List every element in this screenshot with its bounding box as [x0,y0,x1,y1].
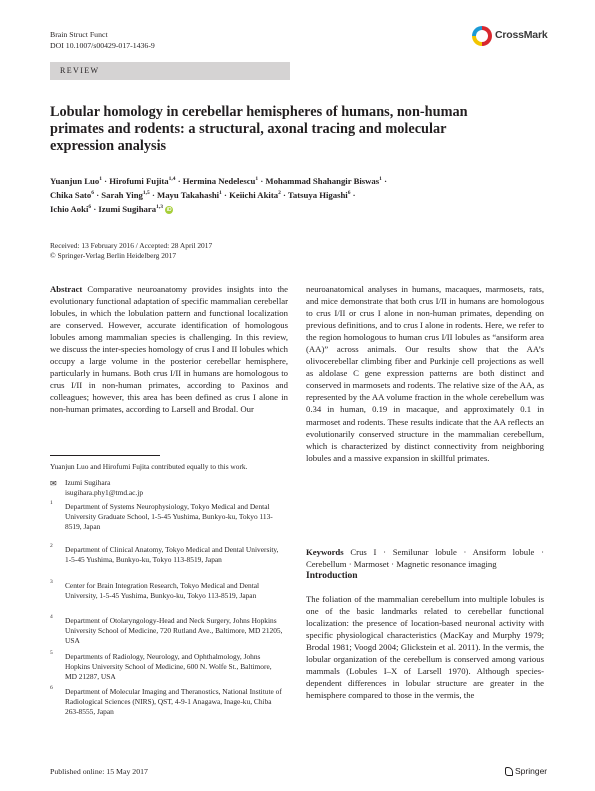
affiliation-number: 3 [50,579,53,585]
springer-horse-icon [505,767,513,776]
affiliation-text: Department of Molecular Imaging and Theranostics, National Institute of Radiological Sciences (NIRS), QST, 4-9-1 Anagawa, Inage-ku, Chiba 263-8555, Japan [65,687,282,716]
journal-name: Brain Struct Funct [50,30,108,39]
doi[interactable]: DOI 10.1007/s00429-017-1436-9 [50,40,155,50]
author-name: Chika Sato [50,189,92,200]
article-title: Lobular homology in cerebellar hemispheres of humans, non-human primates and rodents: a structural, axonal tracing and molecular expression analysis [50,104,468,154]
affiliation-number: 2 [50,543,53,549]
keywords-text: Crus I · Semilunar lobule · Ansiform lobule · Cerebellum · Marmoset · Magnetic resonance imaging [306,547,544,570]
author-name: Tatsuya Higashi [287,189,348,200]
author-affiliation-sup: 1,3 [156,203,163,210]
affiliation-text: Department of Systems Neurophysiology, Tokyo Medical and Dental University Graduate School, 1-5-45 Yushima, Bunkyo-ku, Tokyo 113-8519, Japan [65,502,273,531]
author-affiliation-sup: 1,5 [142,189,150,196]
author-name: Izumi Sugihara [98,203,157,214]
crossmark-icon [472,26,492,46]
affiliation-number: 4 [50,614,53,620]
published-date: Published online: 15 May 2017 [50,767,148,776]
author-affiliation-sup: 1 [255,176,259,182]
author-name: Hermina Nedelescu [182,175,256,186]
contribution-note: Yuanjun Luo and Hirofumi Fujita contributed equally to this work. [50,462,248,471]
author-affiliation-sup: 1 [99,176,102,182]
author-name: Yuanjun Luo [50,175,100,186]
section-label: REVIEW [60,66,100,75]
affiliation-text: Department of Otolaryngology-Head and Neck Surgery, Johns Hopkins University School of Medicine, 720 Rutland Ave., Baltimore, MD 21205, USA [65,616,283,645]
abstract-text-left: Comparative neuroanatomy provides insights into the evolutionary functional adaptation of specific mammalian cerebellar lobules, in which the lobulation pattern and functional localization are conserved. However, accurate identification of homologous lobules among mammalian species is challenging. In this review, we discuss the inter-species homology of crus I and II lobules which occupy a large volume in the posterior cerebellar hemisphere, particularly in humans. Both crus I/II in humans are homologous to crus I/II in non-human primates, according to Paxinos and colleagues; however, this area has been defined as crus I alone in non-human primates, according to Larsell and Brodal. Our [50,284,289,415]
abstract-right: neuroanatomical analyses in humans, macaques, marmosets, rats, and mice demonstrate that both crus I/II in humans are homologous to crus I/II or crus I alone in non-human primates, depending on previous definitions, and to crus I alone in rodents. Here, we refer to the region homologous to human crus I/II lobules as “ansiform area (AA)” across animals. Our results show that the AA’s olivocerebellar climbing fiber and Purkinje cell projections as well as aldolase C gene expression patterns are both distinct and conserved in marmosets and rodents. The relative size of the AA, as represented by the AA volume fraction in the whole cerebellum was 0.34 in human, 0.19 in macaque, and approximately 0.1 in marmoset and rodents. These results indicate that the AA reflects an evolutionarily conserved structure in the mammalian cerebellum, which is characterized by distinct connectivity from neighboring lobules and a massive expansion in skillful primates. [306,284,544,463]
affiliation-number: 5 [50,650,53,656]
author-name: Mayu Takahashi [157,189,220,200]
author-list [50,173,450,215]
author-affiliation-sup: 1 [219,189,222,196]
author-line-3: Ichio Aoki$^6$ · Izumi Sugihara$^{1,3}$ iD [50,203,172,214]
author-name: Mohammad Shahangir Biswas [265,175,380,186]
author-affiliation-sup: 6 [88,203,92,210]
affiliation-number: 6 [50,685,53,691]
footnote-divider [50,455,160,456]
introduction-heading: Introduction [306,571,358,581]
crossmark-badge[interactable] [472,26,552,48]
corresponding-email[interactable]: isugihara.phy1@tmd.ac.jp [65,488,144,497]
copyright: © Springer-Verlag Berlin Heidelberg 2017 [50,251,177,260]
author-name: Hirofumi Fujita [109,175,169,186]
author-line-1: Yuanjun Luo$^1$ · Hirofumi Fujita$^{1,4}$ · Hermina Nedelescu$^1$ · Mohammad Shahangir Biswas$^1$ · [50,175,387,186]
affiliation-text: Center for Brain Integration Research, Tokyo Medical and Dental University, 1-5-45 Yushima, Bunkyo-ku, Tokyo 113-8519, Japan [65,581,260,600]
author-name: Sarah Ying [101,189,143,200]
author-affiliation-sup: 2 [278,189,281,196]
keywords-label: Keywords [306,547,344,557]
affiliation-number: 1 [50,500,53,506]
author-affiliation-sup: 6 [91,189,95,196]
introduction-text: The foliation of the mammalian cerebellum into multiple lobules is one of the basic landmarks related to cerebellar functional localization: the presence of location-based neuronal activity with specific physiological characteristics (MacKay and Murphy 1979; Brodal 1981; Voogd 2004; Glickstein et al. 2011). In the vermis, the lobular organization of the cerebellum is conserved among various mammals (Lobules I–X of Larsell 1970). Although species-dependent differences in lobular structure are greater in the hemisphere compared to those in the vermis, the [306,594,544,701]
article-dates [50,241,350,261]
abstract-left [50,283,288,416]
affiliation-text: Department of Clinical Anatomy, Tokyo Medical and Dental University, 1-5-45 Yushima, Bunkyo-ku, Tokyo 113-8519, Japan [65,545,279,564]
abstract-label: Abstract [50,284,83,294]
affiliation-text: Departments of Radiology, Neurology, and Ophthalmology, Johns Hopkins University School of Medicine, 600 N. Wolfe St., Baltimore, MD 21287, USA [65,652,272,681]
section-banner [50,62,290,80]
keywords [306,546,544,570]
received-accepted: Received: 13 February 2016 / Accepted: 28 April 2017 [50,241,213,250]
author-affiliation-sup: 1,4 [168,176,176,182]
corresponding-author [50,478,288,498]
author-name: Keiichi Akita [229,189,279,200]
corresponding-name: Izumi Sugihara [65,478,111,487]
author-name: Ichio Aoki [50,203,89,214]
publisher-name: Springer [515,766,548,776]
author-line-2: Chika Sato$^6$ · Sarah Ying$^{1,5}$ · Mayu Takahashi$^1$ · Keiichi Akita$^2$ · Tatsuya Higashi$^6$ · [50,189,356,200]
journal-header [50,30,155,51]
author-affiliation-sup: 6 [347,189,351,196]
envelope-icon: ✉ [50,479,57,488]
crossmark-label: CrossMark [495,29,548,41]
publisher-logo [505,766,547,776]
author-affiliation-sup: 1 [379,176,382,182]
orcid-icon[interactable]: iD [166,206,172,213]
